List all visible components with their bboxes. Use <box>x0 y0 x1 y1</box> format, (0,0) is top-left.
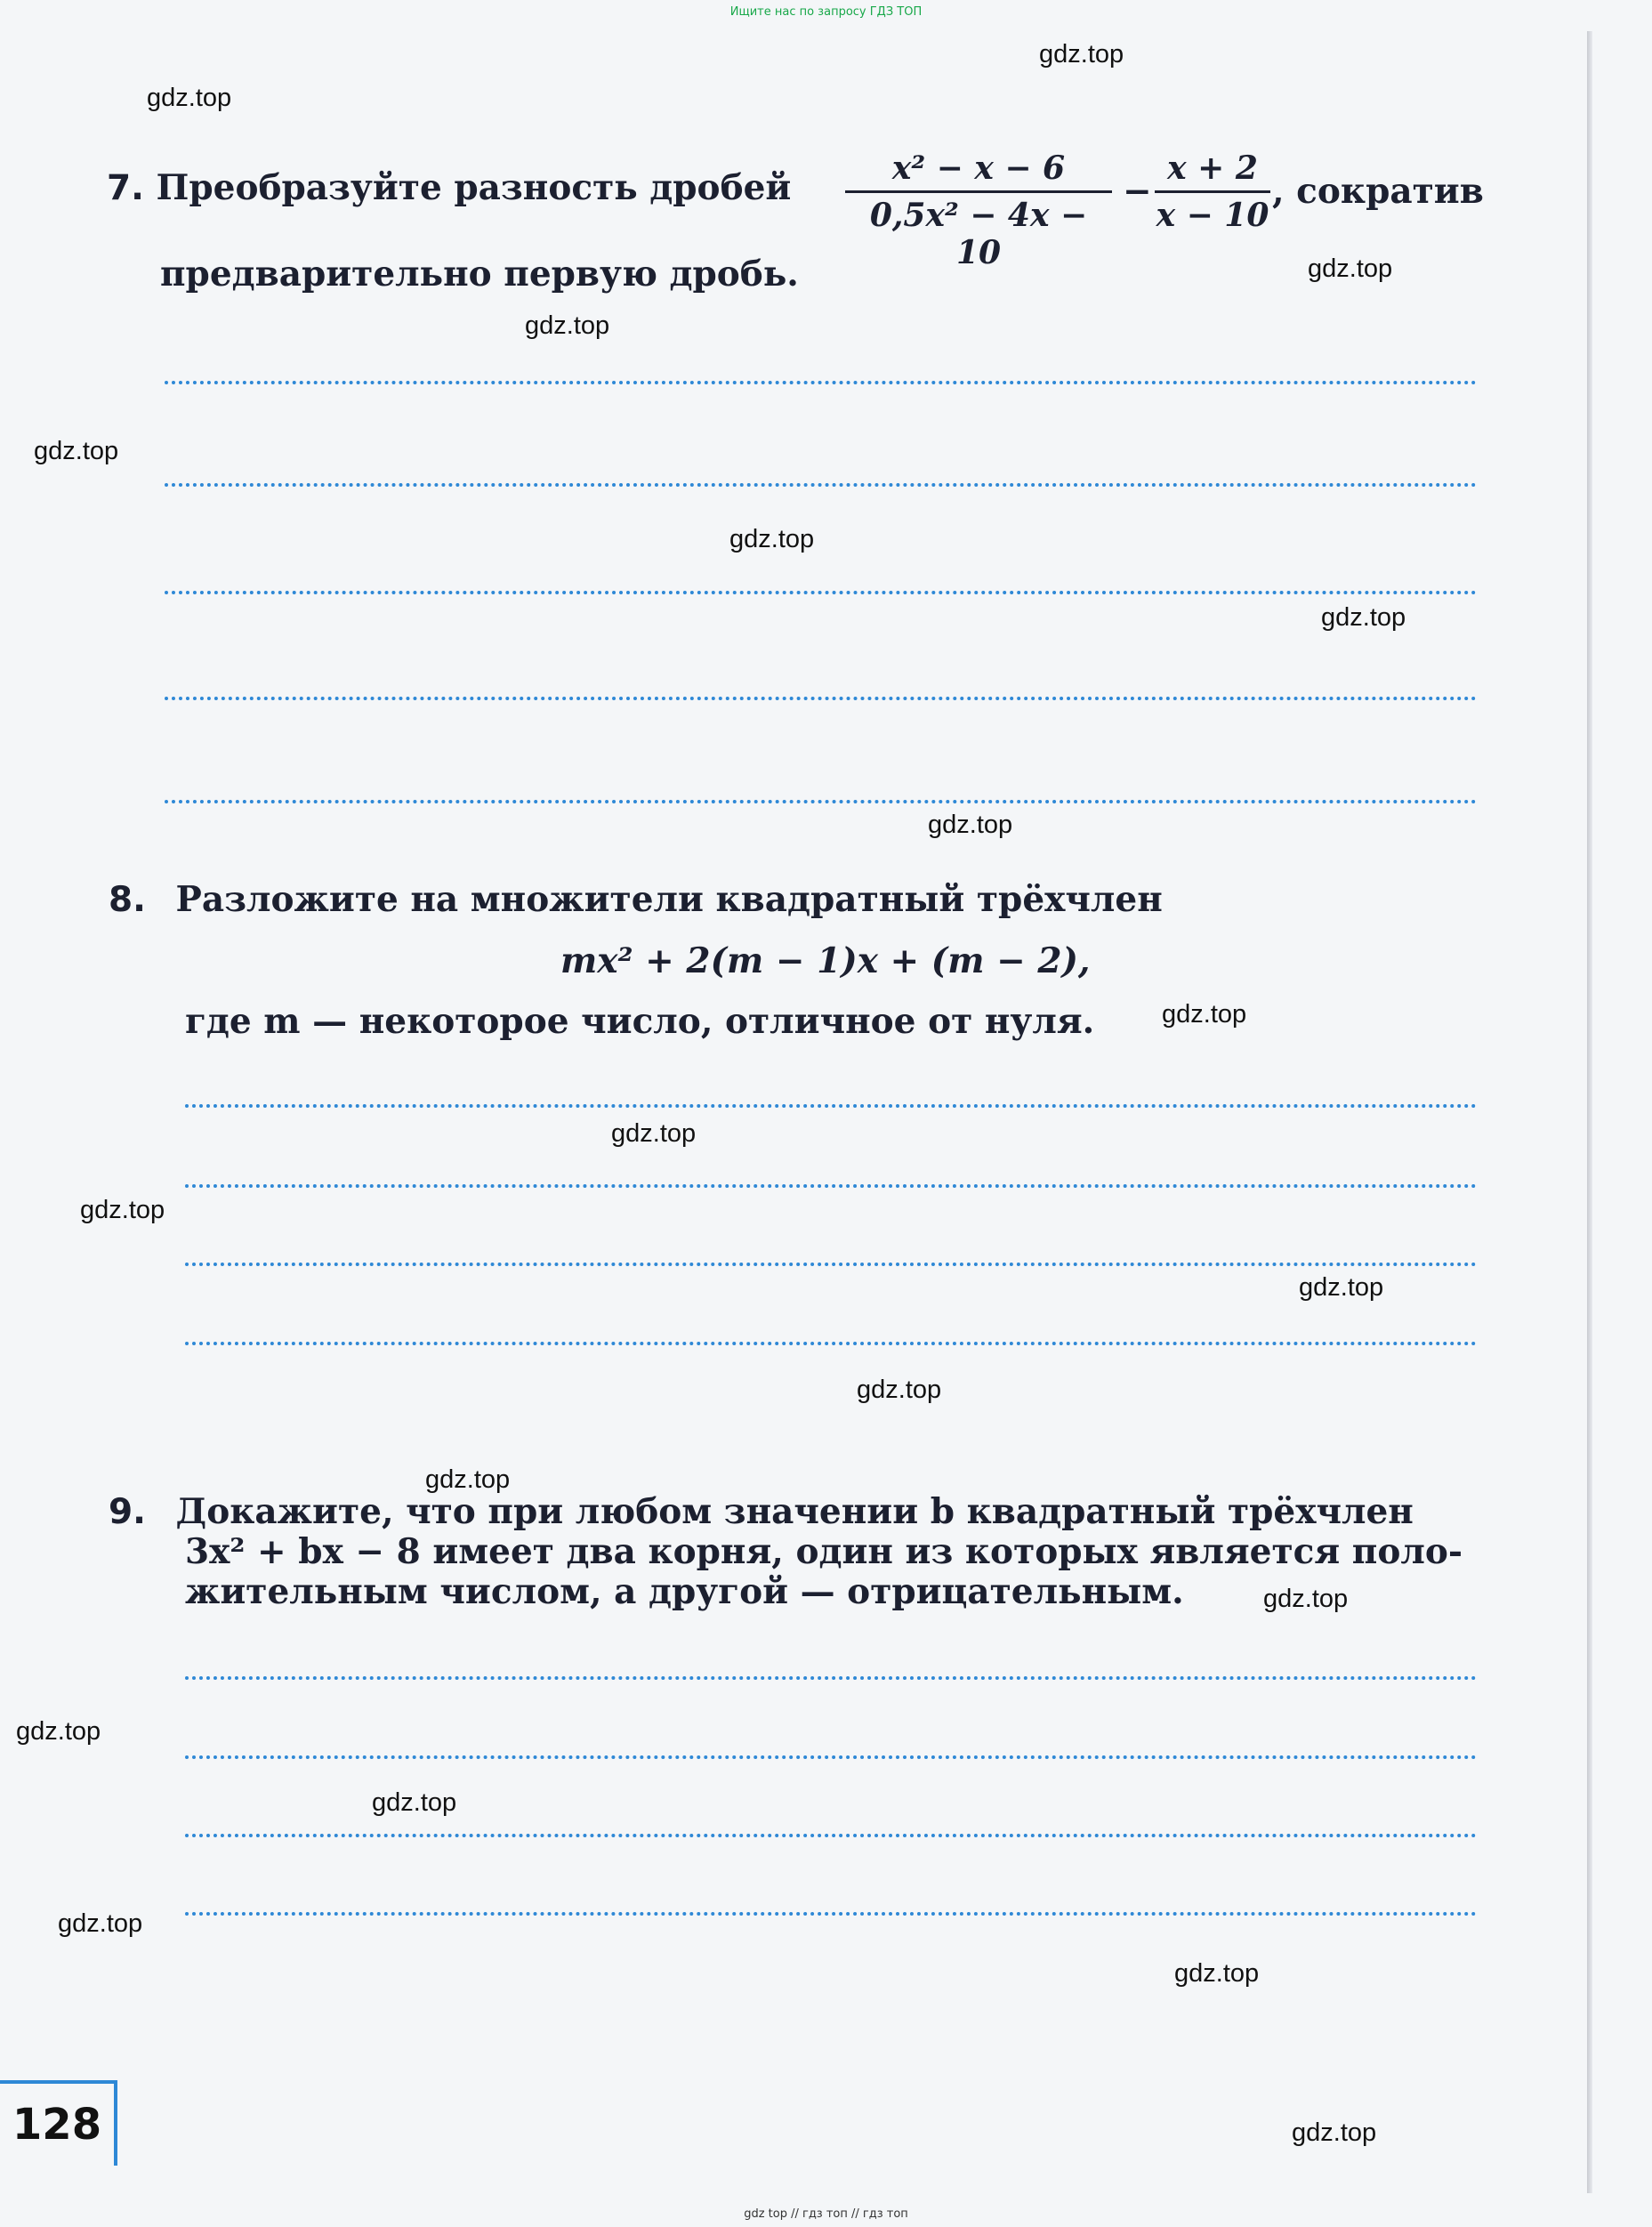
watermark: gdz.top <box>58 1909 143 1938</box>
answer-line[interactable] <box>185 1676 1477 1680</box>
task-8-text: Разложите на множители квадратный трёхчлен <box>175 879 1163 920</box>
task-7-fraction-2 <box>1155 149 1270 234</box>
task-9-text: Докажите, что при любом значении b квадратный трёхчлен <box>175 1491 1414 1532</box>
task-8-formula: mx² + 2(m − 1)x + (m − 2), <box>560 940 1091 981</box>
task-7-line1 <box>107 167 791 209</box>
task-8-line1 <box>109 879 1163 921</box>
task-9-line3: жительным числом, а другой — отрицательным. <box>185 1571 1184 1612</box>
watermark: gdz.top <box>16 1717 101 1746</box>
answer-line[interactable] <box>165 483 1477 487</box>
watermark: gdz.top <box>857 1376 942 1404</box>
watermark: gdz.top <box>1039 40 1124 69</box>
watermark: gdz.top <box>928 811 1013 839</box>
task-7-text-after: , сократив <box>1272 171 1484 212</box>
watermark: gdz.top <box>1321 603 1406 632</box>
answer-line[interactable] <box>165 800 1477 803</box>
page-edge <box>1587 31 1592 2193</box>
task-7-number: 7. <box>107 168 144 208</box>
task-8-number: 8. <box>109 880 146 920</box>
task-7-fraction-1 <box>845 149 1112 271</box>
watermark: gdz.top <box>147 84 232 112</box>
answer-line[interactable] <box>185 1263 1477 1266</box>
watermark: gdz.top <box>425 1465 511 1494</box>
answer-line[interactable] <box>165 381 1477 384</box>
answer-line[interactable] <box>185 1755 1477 1759</box>
task-8-line3: где m — некоторое число, отличное от нуля. <box>185 1001 1095 1042</box>
top-banner-link[interactable]: Ищите нас по запросу ГДЗ ТОП <box>729 5 923 19</box>
fraction-1-denominator: 0,5x² − 4x − 10 <box>869 197 1088 271</box>
watermark: gdz.top <box>1299 1273 1384 1302</box>
watermark: gdz.top <box>1162 1000 1247 1029</box>
answer-line[interactable] <box>165 697 1477 700</box>
watermark: gdz.top <box>1308 254 1393 283</box>
page-number: 128 <box>0 2080 117 2166</box>
watermark: gdz.top <box>34 437 119 465</box>
fraction-2-denominator: x − 10 <box>1156 197 1269 234</box>
answer-line[interactable] <box>185 1342 1477 1345</box>
answer-line[interactable] <box>185 1912 1477 1916</box>
watermark: gdz.top <box>1292 2118 1377 2147</box>
answer-line[interactable] <box>185 1104 1477 1108</box>
fraction-1-bar <box>845 190 1112 193</box>
fraction-2-bar <box>1155 190 1270 193</box>
answer-line[interactable] <box>185 1834 1477 1837</box>
watermark: gdz.top <box>611 1119 697 1148</box>
task-7-line2: предварительно первую дробь. <box>160 254 799 295</box>
task-9-line1 <box>109 1491 1414 1533</box>
watermark: gdz.top <box>80 1196 165 1224</box>
task-7-minus: − <box>1123 171 1152 212</box>
watermark: gdz.top <box>525 311 610 340</box>
watermark: gdz.top <box>372 1788 457 1817</box>
fraction-2-numerator: x + 2 <box>1167 149 1258 187</box>
watermark: gdz.top <box>729 525 815 553</box>
task-9-number: 9. <box>109 1492 146 1532</box>
task-7-text-before: Преобразуйте разность дробей <box>156 167 792 208</box>
answer-line[interactable] <box>185 1184 1477 1188</box>
watermark: gdz.top <box>1174 1959 1260 1988</box>
bottom-banner-link[interactable]: gdz top // гдз топ // гдз топ <box>744 2207 908 2221</box>
answer-line[interactable] <box>165 591 1477 594</box>
fraction-1-numerator: x² − x − 6 <box>891 149 1066 187</box>
watermark: gdz.top <box>1263 1585 1349 1613</box>
task-9-line2: 3x² + bx − 8 имеет два корня, один из которых является поло- <box>185 1531 1463 1572</box>
